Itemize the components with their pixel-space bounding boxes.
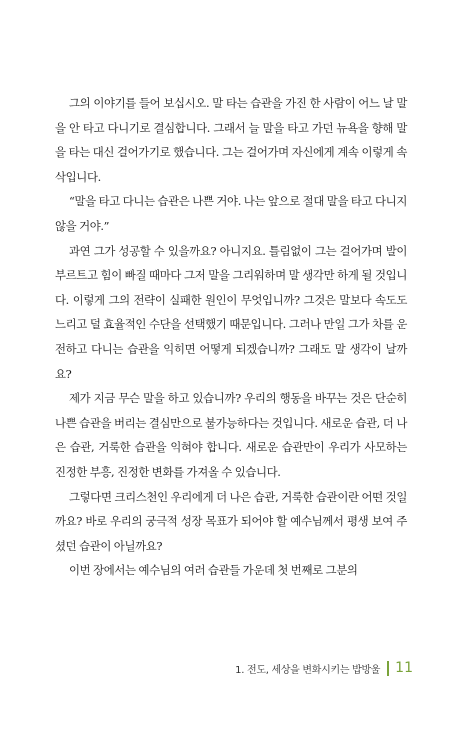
paragraph: “말을 타고 다니는 습관은 나쁜 거야. 나는 앞으로 절대 말을 타고 다니지 않을 거야.”: [55, 194, 407, 233]
page-footer: [235, 660, 413, 676]
paragraph: 제가 지금 무슨 말을 하고 있습니까? 우리의 행동을 바꾸는 것은 단순히 나쁜 습관을 버리는 결심만으로 불가능하다는 것입니다. 새로운 습관, 더 나은 습관, 거룩한 습관을 익혀야 합니다. 새로운 습관만이 우리가 사모하는 진정한 부흥, 진정한 변화를 가져올 수 있습니다.: [55, 391, 407, 479]
paragraph: 과연 그가 성공할 수 있을까요? 아니지요. 틀림없이 그는 걸어가며 발이 부르트고 힘이 빠질 때마다 그저 말을 그리워하며 말 생각만 하게 될 것입니다. 이렇게 그의 전략이 실패한 원인이 무엇입니까? 그것은 말보다 속도도 느리고 덜 효율적인 수단을 선택했기 때문입니다. 그러나 만일 그가 차를 운전하고 다니는 습관을 익히면 어떻게 되겠습니까? 그래도 말 생각이 날까요?: [55, 243, 407, 381]
paragraph: 그의 이야기를 들어 보십시오. 말 타는 습관을 가진 한 사람이 어느 날 말을 안 타고 다니기로 결심합니다. 그래서 늘 말을 타고 가던 뉴욕을 향해 말을 타는 대신 걸어가기로 했습니다. 그는 걸어가며 자신에게 계속 이렇게 속삭입니다.: [55, 96, 407, 184]
body-text: [55, 91, 407, 583]
footer-divider: [387, 661, 389, 676]
page-number: 11: [395, 660, 413, 676]
paragraph: 이번 장에서는 예수님의 여러 습관들 가운데 첫 번째로 그분의: [69, 563, 358, 578]
paragraph: 그렇다면 크리스천인 우리에게 더 나은 습관, 거룩한 습관이란 어떤 것일까요? 바로 우리의 궁극적 성장 목표가 되어야 할 예수님께서 평생 보여 주셨던 습관이 아닐까요?: [55, 489, 407, 553]
running-footer-title: 1. 전도, 세상을 변화시키는 밥방울: [235, 664, 381, 676]
